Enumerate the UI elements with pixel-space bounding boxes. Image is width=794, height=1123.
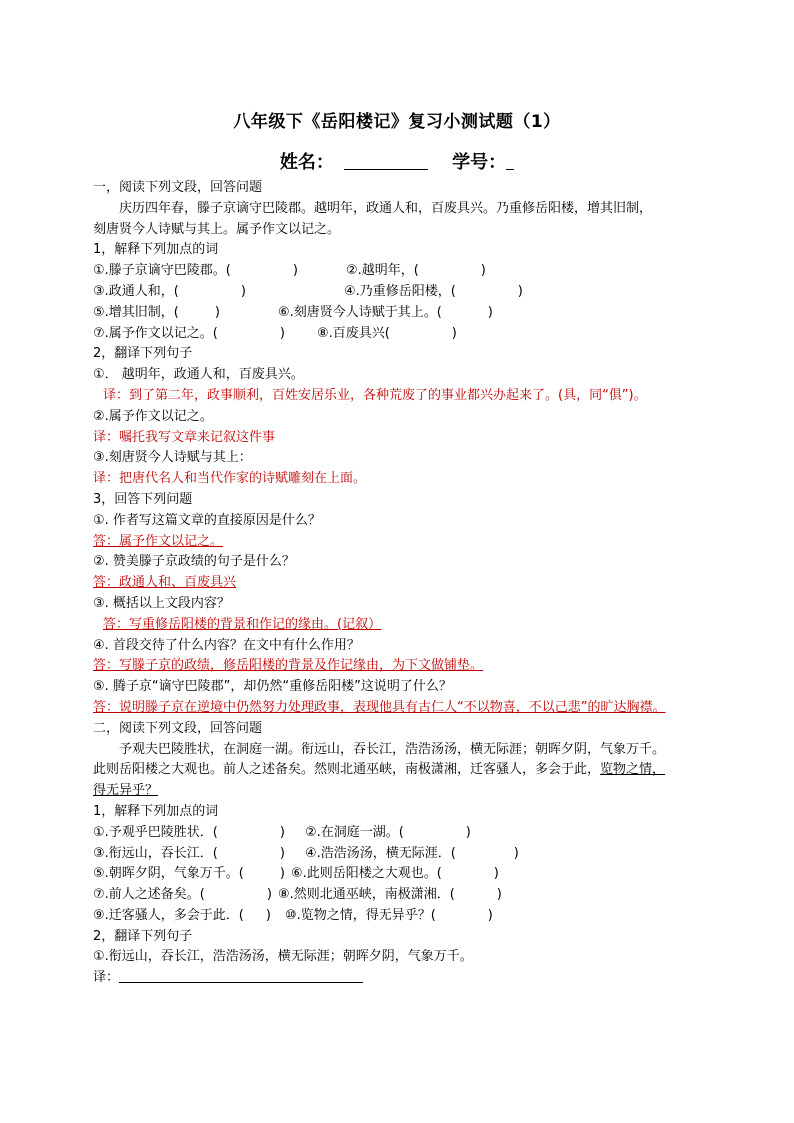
section-1-heading: 一，阅读下列文段，回答问题 (93, 180, 263, 195)
translation-answer: 译：嘱托我写文章来记叙这件事 (93, 429, 276, 445)
question-heading: 2，翻译下列句子 (93, 346, 193, 362)
passage-1-line: 庆历四年春，滕子京谪守巴陵郡。越明年，政通人和，百废具兴。乃重修岳阳楼，增其旧制， (119, 200, 653, 216)
name-blank[interactable] (344, 151, 428, 170)
word-row: ①.滕子京谪守巴陵郡。( ) ②.越明年，( ) (93, 263, 486, 279)
page-title: 八年级下《岳阳楼记》复习小测试题（1） (233, 112, 561, 132)
passage-1-line: 刻唐贤今人诗赋与其上。属予作文以记之。 (93, 221, 341, 237)
question-heading: 1，解释下列加点的词 (93, 242, 219, 258)
section-2-heading: 二，阅读下列文段，回答问题 (93, 720, 263, 736)
word-row: ①.予观乎巴陵胜状．( ) ②.在洞庭一湖。( ) (93, 824, 471, 840)
passage-2-line: 此则岳阳楼之大观也。前人之述备矣。然则北通巫峡，南极潇湘，迁客骚人，多会于此，览物之情， (93, 762, 666, 778)
question: ⑤. 腾子京“谪守巴陵郡”，却仍然“重修岳阳楼”这说明了什么？ (93, 679, 452, 695)
question: ①. 作者写这篇文章的直接原因是什么？ (93, 512, 321, 528)
question-heading: 2，翻译下列句子 (93, 928, 193, 944)
sentence: ②.属予作文以记之。 (93, 408, 213, 424)
answer: 答：说明滕子京在逆境中仍然努力处理政事，表现他具有古仁人“不以物喜，不以己悲”的旷达胸襟。 (93, 699, 666, 715)
translation-answer: 译：把唐代名人和当代作家的诗赋雕刻在上面。 (93, 471, 367, 487)
word-row: ⑦.属予作文以记之。( ) ⑧.百废具兴( ) (93, 325, 457, 341)
answer: 答：属予作文以记之。 (93, 533, 224, 549)
name-id-row (0, 148, 794, 174)
answer: 答：政通人和、百废具兴 (93, 575, 237, 591)
sentence: ①． 越明年，政通人和，百废具兴。 (93, 367, 304, 383)
passage-2-line: 得无异乎？ (93, 783, 159, 799)
passage-2-line: 予观夫巴陵胜状，在洞庭一湖。衔远山，吞长江，浩浩汤汤，横无际涯；朝晖夕阴，气象万千。 (119, 741, 666, 757)
sentence: ③.刻唐贤今人诗赋与其上： (93, 450, 252, 466)
question: ②. 赞美滕子京政绩的句子是什么？ (93, 554, 295, 570)
id-label: 学号： (452, 152, 507, 173)
word-row: ⑤.增其旧制，( ) ⑥.刻唐贤今人诗赋于其上。( ) (93, 304, 493, 320)
question-heading: 1，解释下列加点的词 (93, 803, 219, 819)
translation-blank[interactable] (119, 968, 363, 983)
worksheet-content (93, 178, 713, 989)
word-row: ⑨.迁客骚人，多会于此．( ) ⑩.览物之情，得无异乎？( ) (93, 907, 493, 923)
question: ④. 首段交待了什么内容？在文中有什么作用？ (93, 637, 360, 653)
answer: 答：写滕子京的政绩，修岳阳楼的背景及作记缘由，为下文做铺垫。 (93, 658, 484, 674)
name-label: 姓名： (279, 152, 334, 173)
word-row: ③.衔远山，吞长江．( ) ④.浩浩汤汤，横无际涯．( ) (93, 845, 519, 861)
answer: 答：写重修岳阳楼的背景和作记的缘由。(记叙） (103, 616, 382, 632)
id-blank[interactable] (506, 151, 514, 170)
question: ③. 概括以上文段内容？ (93, 595, 230, 611)
translation-answer: 译：到了第二年，政事顺利，百姓安居乐业，各种荒废了的事业都兴办起来了。(具，同“俱”)。 (103, 387, 647, 403)
word-row: ⑦.前人之述备矣。( ) ⑧.然则北通巫峡，南极潇湘．( ) (93, 887, 502, 903)
word-row: ⑤.朝晖夕阴，气象万千。( ) ⑥.此则岳阳楼之大观也。( ) (93, 866, 499, 882)
sentence: ①.衔远山，吞长江，浩浩汤汤，横无际涯；朝晖夕阴，气象万千。 (93, 949, 473, 965)
translation-row: 译： (93, 968, 713, 989)
question-heading: 3，回答下列问题 (93, 491, 193, 507)
word-row: ③.政通人和，( ) ④.乃重修岳阳楼，( ) (93, 283, 523, 299)
